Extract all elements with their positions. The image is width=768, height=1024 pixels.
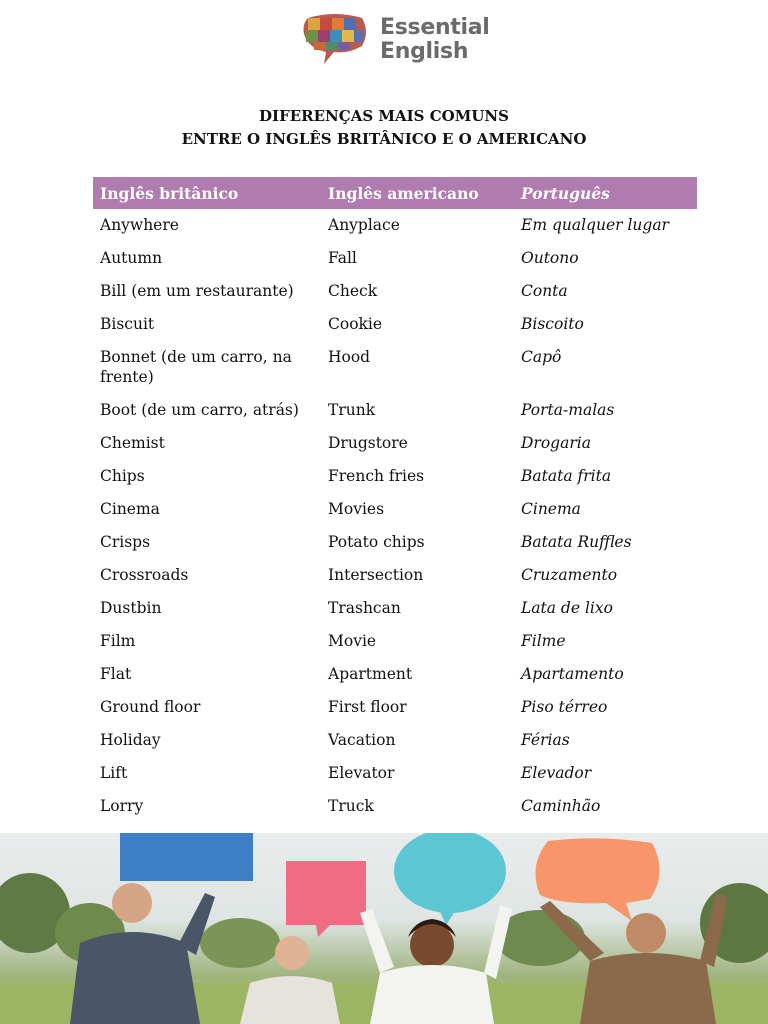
cell-american: Vacation [328, 731, 396, 749]
cell-american: Elevator [328, 764, 395, 782]
logo-line-1: Essential [380, 15, 490, 40]
table-row [93, 341, 697, 394]
cell-british: Crisps [100, 533, 151, 551]
cell-american: Movies [328, 500, 385, 518]
table-row [93, 427, 697, 460]
cell-portuguese: Elevador [521, 764, 592, 782]
cell-portuguese: Filme [521, 632, 566, 650]
cell-american: Drugstore [328, 434, 408, 452]
cell-american: First floor [328, 698, 407, 716]
cell-portuguese: Batata frita [521, 467, 612, 485]
person-head [626, 913, 666, 953]
photo-illustration [0, 833, 768, 1024]
person-head [275, 936, 309, 970]
cell-portuguese: Porta-malas [521, 401, 615, 419]
cell-portuguese: Outono [521, 249, 579, 267]
cell-american: Hood [328, 348, 371, 366]
header-british: Inglês britânico [100, 183, 239, 203]
cell-british: Lift [100, 764, 128, 782]
logo-line-2: English [380, 39, 469, 64]
page-title-line-2: ENTRE O INGLÊS BRITÂNICO E O AMERICANO [181, 130, 587, 148]
cell-american: Trunk [328, 401, 376, 419]
cell-portuguese: Cruzamento [521, 566, 618, 584]
cell-american: Truck [328, 797, 374, 815]
cell-british: Bonnet (de um carro, na frente) [100, 348, 292, 386]
table-row [93, 493, 697, 526]
cell-british: Holiday [100, 731, 161, 749]
speech-bubble-mosaic-icon [300, 12, 370, 68]
cell-british: Chips [100, 467, 145, 485]
speech-bubble-blue [120, 833, 253, 881]
table-row [93, 242, 697, 275]
cell-british: Chemist [100, 434, 165, 452]
cell-portuguese: Apartamento [521, 665, 624, 683]
cell-british: Bill (em um restaurante) [100, 282, 294, 300]
header-american: Inglês americano [328, 183, 479, 203]
person-head [112, 883, 152, 923]
table-row [93, 559, 697, 592]
people-with-speech-bubbles-photo [0, 833, 768, 1024]
cell-british: Ground floor [100, 698, 201, 716]
table-row [93, 724, 697, 757]
cell-british: Lorry [100, 797, 144, 815]
table-row [93, 691, 697, 724]
speech-bubble-teal [394, 833, 506, 913]
cell-portuguese: Cinema [521, 500, 581, 518]
cell-american: Cookie [328, 315, 383, 333]
cell-british: Anywhere [100, 216, 179, 234]
cell-american: Trashcan [328, 599, 401, 617]
person-head [410, 923, 454, 967]
cell-portuguese: Lata de lixo [521, 599, 613, 617]
cell-british: Biscuit [100, 315, 155, 333]
cell-american: Check [328, 282, 378, 300]
logo [300, 12, 490, 68]
cell-american: Movie [328, 632, 377, 650]
table-row [93, 790, 697, 823]
cell-british: Crossroads [100, 566, 189, 584]
speech-bubble-pink [286, 861, 366, 937]
cell-british: Dustbin [100, 599, 162, 617]
cell-british: Autumn [100, 249, 163, 267]
table-row [93, 308, 697, 341]
cell-portuguese: Em qualquer lugar [521, 216, 669, 234]
table-row [93, 209, 697, 242]
cell-portuguese: Férias [521, 731, 570, 749]
cell-american: French fries [328, 467, 425, 485]
cell-portuguese: Batata Ruffles [521, 533, 632, 551]
cell-american: Potato chips [328, 533, 425, 551]
cell-british: Boot (de um carro, atrás) [100, 401, 299, 419]
table-row [93, 592, 697, 625]
cell-american: Anyplace [328, 216, 400, 234]
page-title-line-1: DIFERENÇAS MAIS COMUNS [259, 107, 509, 125]
table-row [93, 625, 697, 658]
cell-portuguese: Drogaria [521, 434, 591, 452]
cell-portuguese: Conta [521, 282, 568, 300]
cell-portuguese: Piso térreo [521, 698, 608, 716]
table-row [93, 526, 697, 559]
table-row [93, 394, 697, 427]
cell-portuguese: Capô [521, 348, 562, 366]
header-portuguese: Português [521, 183, 610, 203]
logo-wordmark [380, 16, 490, 64]
cell-british: Cinema [100, 500, 160, 518]
cell-british: Film [100, 632, 136, 650]
person-body [580, 953, 716, 1024]
cell-portuguese: Biscoito [521, 315, 584, 333]
cell-american: Apartment [328, 665, 413, 683]
table-row [93, 460, 697, 493]
cell-portuguese: Caminhão [521, 797, 601, 815]
cell-american: Fall [328, 249, 357, 267]
table-row [93, 658, 697, 691]
person-arm [360, 909, 394, 973]
cell-american: Intersection [328, 566, 424, 584]
table-header [93, 177, 697, 209]
table-row [93, 275, 697, 308]
person-body [370, 965, 494, 1024]
table-row [93, 757, 697, 790]
vocabulary-table [93, 177, 697, 823]
cell-british: Flat [100, 665, 132, 683]
tree-shape [200, 918, 280, 968]
person-body [240, 976, 340, 1024]
